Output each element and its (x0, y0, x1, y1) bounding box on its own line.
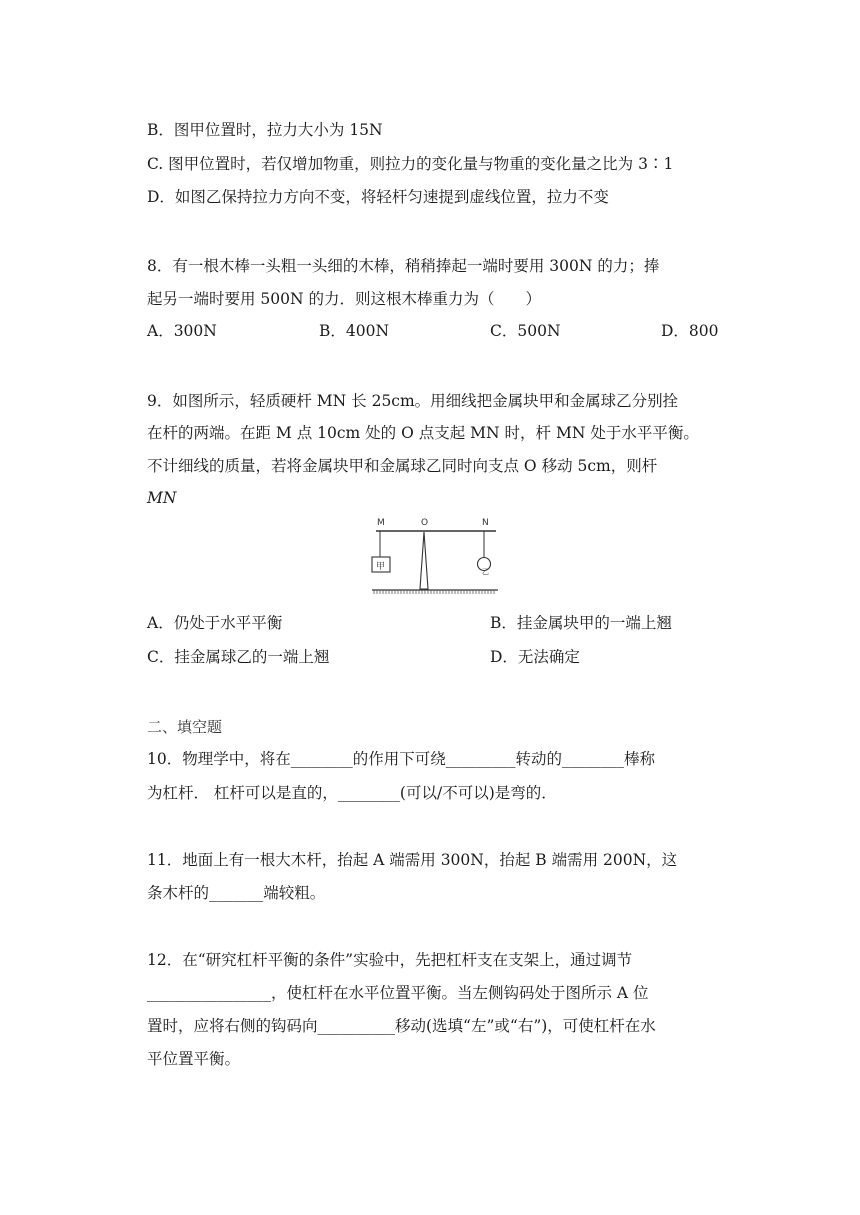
q7-option-c: C. 图甲位置时，若仅增加物重，则拉力的变化量与物重的变化量之比为 3∶1 (147, 155, 674, 173)
q9-stem-line-3: 不计细线的质量，若将金属块甲和金属球乙同时向支点 O 移动 5cm，则杆 (147, 457, 658, 475)
q7-option-d: D．如图乙保持拉力方向不变，将轻杆匀速提到虚线位置，拉力不变 (147, 188, 609, 206)
q12-line-3: 置时，应将右侧的钩码向__________移动(选填“左”或“右”)，可使杠杆在水 (147, 1017, 656, 1035)
section-title: 二、填空题 (147, 718, 223, 736)
fulcrum (420, 532, 428, 589)
q8-option-b: B．400N (319, 322, 390, 340)
q8-option-a: A．300N (147, 322, 217, 340)
q9-option-d: D．无法确定 (490, 648, 580, 666)
label-o: O (421, 518, 429, 528)
label-m: M (377, 518, 385, 528)
q7-option-b: B．图甲位置时，拉力大小为 15N (147, 121, 383, 139)
label-n: N (482, 518, 489, 528)
q9-option-a: A．仍处于水平平衡 (147, 614, 283, 632)
q9-stem-line-2: 在杆的两端。在距 M 点 10cm 处的 O 点支起 MN 时，杆 MN 处于水平平衡。 (147, 424, 699, 442)
q9-stem-line-1: 9．如图所示，轻质硬杆 MN 长 25cm。用细线把金属块甲和金属球乙分别拴 (147, 392, 679, 410)
q8-option-c: C．500N (490, 322, 561, 340)
q12-line-4: 平位置平衡。 (147, 1050, 241, 1068)
ball-label: 乙 (482, 568, 489, 576)
q8-stem-line-2: 起另一端时要用 500N 的力．则这根木棒重力为（ ） (147, 290, 542, 308)
ground-hatch (374, 590, 494, 594)
q11-line-2: 条木杆的_______端较粗。 (147, 884, 326, 902)
q12-line-2: ________________，使杠杆在水平位置平衡。当左侧钩码处于图所示 A 位 (147, 984, 649, 1002)
q12-line-1: 12．在“研究杠杆平衡的条件”实验中，先把杠杆支在支架上，通过调节 (147, 951, 633, 969)
q9-option-b: B．挂金属块甲的一端上翘 (490, 614, 672, 632)
q8-stem-line-1: 8．有一根木棒一头粗一头细的木棒，稍稍捧起一端时要用 300N 的力；捧 (147, 257, 660, 275)
q10-line-2: 为杠杆． 杠杆可以是直的，________(可以/不可以)是弯的． (147, 784, 557, 802)
q8-option-d: D．800 (661, 322, 719, 340)
q11-line-1: 11．地面上有一根大木杆，抬起 A 端需用 300N，抬起 B 端需用 200N，这 (147, 851, 678, 869)
q9-option-c: C．挂金属球乙的一端上翘 (147, 648, 330, 666)
q10-line-1: 10．物理学中，将在________的作用下可绕_________转动的________棒称 (147, 750, 655, 768)
block-label: 甲 (376, 562, 386, 572)
q9-stem-line-4: MN (147, 489, 177, 507)
lever-figure (368, 513, 500, 597)
